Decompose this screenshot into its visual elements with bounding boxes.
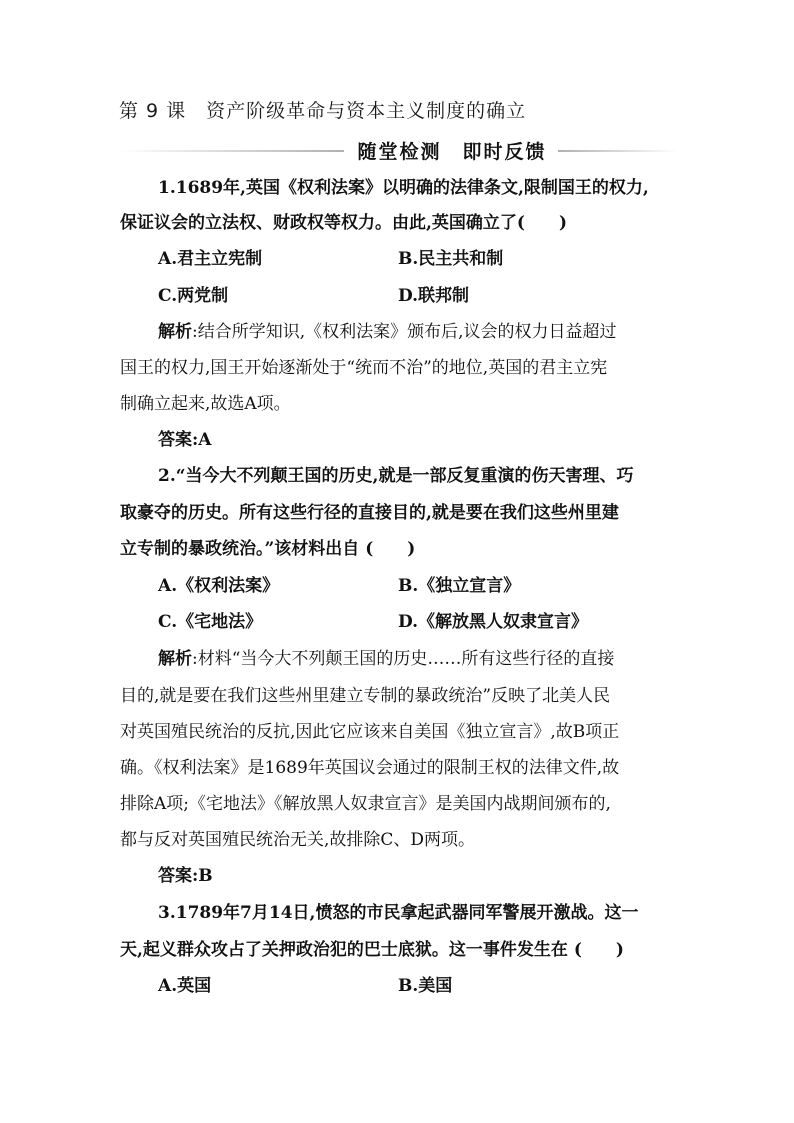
question-3-option-a: A.英国	[158, 976, 212, 996]
question-2-analysis-line-4: 确。《权利法案》是1689年英国议会通过的限制王权的法律文件,故	[120, 758, 620, 778]
question-2-analysis-line-3: 对英国殖民统治的反抗,因此它应该来自美国《独立宣言》,故B项正	[120, 722, 620, 742]
question-3-line-1: 3.1789年7月14日,愤怒的市民拿起武器同军警展开激战。这一	[158, 903, 639, 923]
question-2-option-c: C.《宅地法》	[158, 612, 263, 632]
analysis-label: 解析	[158, 649, 192, 669]
question-2-answer	[158, 865, 213, 887]
question-1-option-d: D.联邦制	[398, 286, 470, 306]
answer-value: :B	[192, 866, 213, 886]
question-3-stem-end: 天,起义群众攻占了关押政治犯的巴士底狱。这一事件发生在 (	[120, 940, 582, 960]
answer-label: 答案	[158, 430, 192, 450]
question-2-analysis-line-5: 排除A项;《宅地法》《解放黑人奴隶宣言》是美国内战期间颁布的,	[120, 794, 611, 814]
question-1-stem-end: 保证议会的立法权、财政权等权力。由此,英国确立了(	[120, 213, 525, 233]
question-1-paren-close: )	[558, 213, 568, 233]
question-1-option-b: B.民主共和制	[398, 249, 504, 269]
analysis-label: 解析	[158, 322, 192, 342]
question-3-line-2	[120, 939, 624, 961]
banner-rule-left	[118, 150, 344, 152]
question-2-paren-close: )	[407, 539, 416, 559]
answer-label: 答案	[158, 866, 192, 886]
question-1-analysis-line-3: 制确立起来,故选A项。	[120, 394, 291, 414]
page-title: 第 9 课 资产阶级革命与资本主义制度的确立	[119, 100, 527, 122]
question-1-line-2	[120, 212, 567, 234]
question-1-analysis-line-2: 国王的权力,国王开始逐渐处于“统而不治”的地位,英国的君主立宪	[120, 358, 608, 378]
question-2-option-b: B.《独立宣言》	[398, 576, 521, 596]
question-1-answer	[158, 429, 211, 451]
question-2-stem-end: 立专制的暴政统治。”该材料出自 (	[120, 539, 374, 559]
question-3-option-b: B.美国	[398, 976, 453, 996]
banner-rule-right	[558, 150, 678, 152]
answer-value: :A	[192, 430, 212, 450]
section-banner	[118, 137, 678, 163]
question-1-analysis-line-1: 解析:结合所学知识,《权利法案》颁布后,议会的权力日益超过	[158, 322, 617, 342]
question-1-option-c: C.两党制	[158, 286, 229, 306]
question-2-option-d: D.《解放黑人奴隶宣言》	[398, 612, 589, 632]
question-2-option-a: A.《权利法案》	[158, 576, 280, 596]
question-2-line-2: 取豪夺的历史。所有这些行径的直接目的,就是要在我们这些州里建	[120, 503, 619, 523]
question-2-analysis-line-1: 解析:材料“当今大不列颠王国的历史……所有这些行径的直接	[158, 649, 615, 669]
question-2-line-3	[120, 538, 415, 560]
question-1-option-a: A.君主立宪制	[158, 249, 263, 269]
question-2-analysis-line-6: 都与反对英国殖民统治无关,故排除C、D两项。	[120, 830, 476, 850]
question-1-line-1: 1.1689年,英国《权利法案》以明确的法律条文,限制国王的权力,	[158, 178, 649, 198]
question-2-line-1: 2.“当今大不列颠王国的历史,就是一部反复重演的伤天害理、巧	[158, 466, 634, 486]
banner-label: 随堂检测 即时反馈	[357, 141, 547, 163]
question-2-analysis-line-2: 目的,就是要在我们这些州里建立专制的暴政统治”反映了北美人民	[120, 686, 611, 706]
question-3-paren-close: )	[615, 940, 624, 960]
